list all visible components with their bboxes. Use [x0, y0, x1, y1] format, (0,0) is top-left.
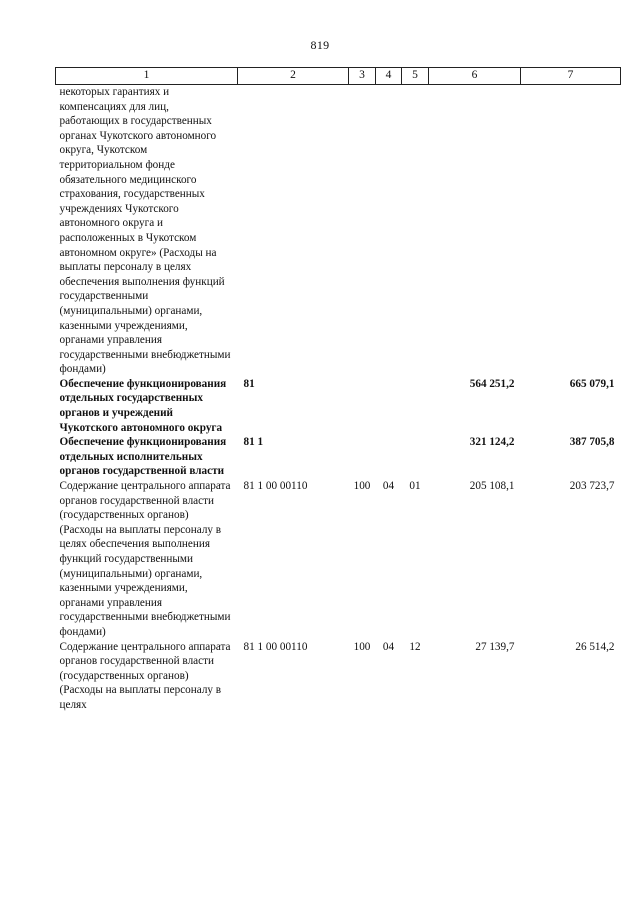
row-col5: 01	[409, 480, 421, 493]
column-header-2: 2	[238, 68, 349, 85]
column-header-3: 3	[349, 68, 376, 85]
page-number: 819	[310, 38, 330, 52]
row-col5	[402, 85, 429, 377]
row-col4: 04	[382, 480, 395, 493]
table-row	[56, 85, 621, 377]
column-header-5: 5	[402, 68, 429, 85]
row-code	[238, 85, 349, 377]
column-header-6: 6	[429, 68, 521, 85]
row-col4	[376, 85, 402, 377]
row-value-7: 203 723,7	[569, 480, 615, 493]
row-col3	[349, 377, 376, 435]
table-row	[56, 640, 621, 713]
row-col5	[402, 377, 429, 435]
row-col3	[349, 85, 376, 377]
row-value-7	[521, 85, 621, 377]
table-row	[56, 377, 621, 435]
budget-table	[55, 67, 621, 713]
row-value-6: 564 251,2	[469, 377, 515, 390]
row-col5: 12	[409, 640, 421, 653]
row-col4: 04	[382, 640, 395, 653]
row-value-6: 321 124,2	[469, 436, 515, 449]
table-header-row	[56, 68, 621, 85]
row-col5	[402, 435, 429, 479]
row-col3	[349, 435, 376, 479]
row-value-7: 387 705,8	[569, 436, 615, 449]
row-name: Содержание центрального аппарата органов государственной власти (государственных органов) (Расходы на выплаты персоналу в целях	[59, 640, 231, 711]
table-row	[56, 435, 621, 479]
row-value-7: 26 514,2	[575, 640, 615, 653]
row-col3: 100	[353, 480, 371, 493]
row-code: 81 1 00 00110	[243, 480, 308, 493]
row-code: 81 1 00 00110	[243, 640, 308, 653]
row-value-6: 27 139,7	[475, 640, 515, 653]
row-col4	[376, 377, 402, 435]
row-col3: 100	[353, 640, 371, 653]
row-col4	[376, 435, 402, 479]
row-code: 81 1	[243, 436, 264, 449]
column-header-7: 7	[521, 68, 621, 85]
row-name: Обеспечение функционирования отдельных государственных органов и учреждений Чукотского автономного округа	[59, 377, 227, 434]
row-name: некоторых гарантиях и компенсациях для лиц, работающих в государственных органах Чукотского автономного округа, Чукотском территориальном фонде обязательного медицинского страхования, государственных учреждениях Чукотского автономного округа и расположенных в Чукотском автономном округе» (Расходы на выплаты персоналу в целях обеспечения выполнения функций государственными (муниципальными) органами, казенными учреждениями, органами управления государственными внебюджетными фондами)	[59, 86, 231, 376]
row-value-6	[429, 85, 521, 377]
row-code: 81	[243, 377, 255, 390]
table-row	[56, 479, 621, 640]
row-value-6: 205 108,1	[469, 480, 515, 493]
row-name: Обеспечение функционирования отдельных исполнительных органов государственной власти	[59, 436, 227, 478]
row-value-7: 665 079,1	[569, 377, 615, 390]
row-name: Содержание центрального аппарата органов государственной власти (государственных органов) (Расходы на выплаты персоналу в целях обеспечения выполнения функций государственными (муниципальными) органами, казенными учреждениями, органами управления государственными внебюджетными фондами)	[59, 480, 231, 638]
column-header-1: 1	[56, 68, 238, 85]
column-header-4: 4	[376, 68, 402, 85]
